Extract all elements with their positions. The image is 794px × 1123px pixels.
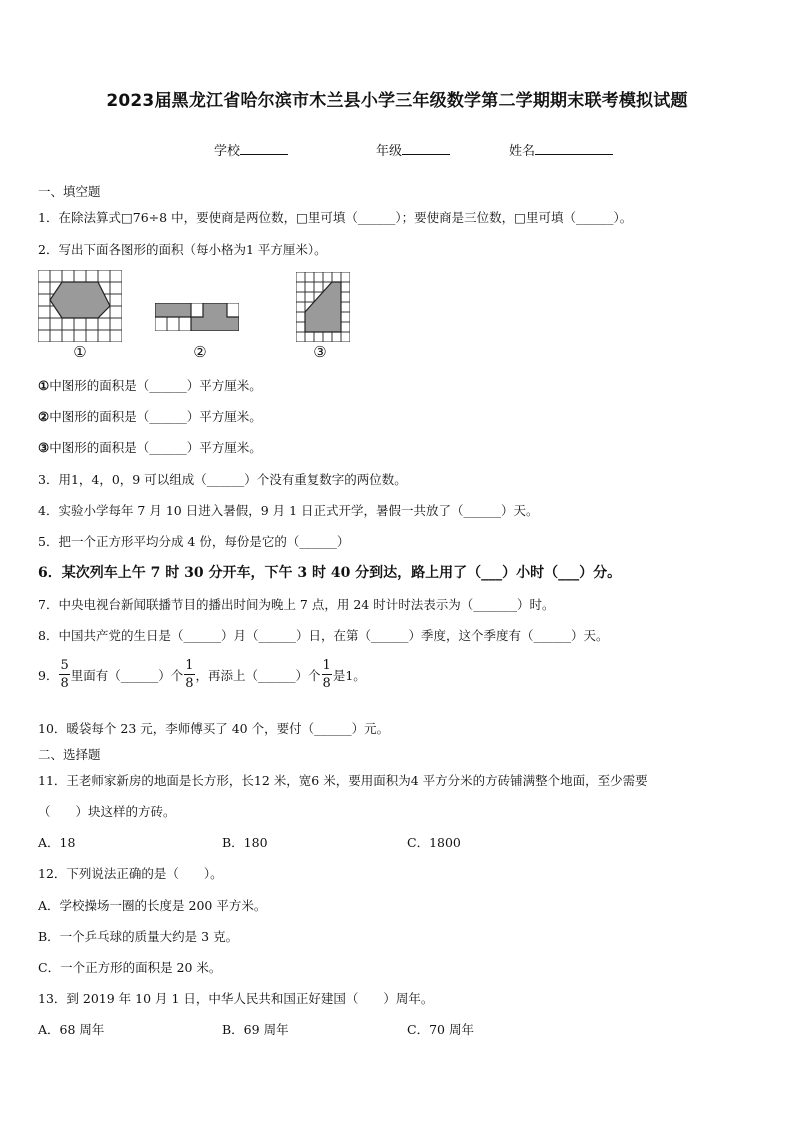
option-11-c: C．1800 — [407, 835, 461, 850]
page-title: 2023届黑龙江省哈尔滨市木兰县小学三年级数学第二学期期末联考模拟试题 — [106, 91, 688, 111]
question-11: 11．王老师家新房的地面是长方形，长12 米，宽6 米，要用面积为4 平方分米的方砖铺满整个地面，至少需要 — [38, 773, 648, 788]
figure-2-grid — [155, 303, 239, 331]
name-field[interactable] — [509, 140, 613, 159]
question-2-sub-2: ②中图形的面积是（______）平方厘米。 — [38, 409, 262, 424]
option-11-a: A．18 — [38, 835, 76, 850]
fraction-1-8-a: $\frac{1}{8}$ — [185, 658, 194, 691]
question-8: 8．中国共产党的生日是（______）月（______）日，在第（______）季度，这个季度有（______）天。 — [38, 628, 609, 643]
section-fill-blank: 一、填空题 — [38, 184, 101, 199]
question-7: 7．中央电视台新闻联播节目的播出时间为晚上 7 点，用 24 时计时法表示为（_______）时。 — [38, 597, 555, 612]
question-6: 6．某次列车上午 7 时 30 分开车，下午 3 时 40 分到达，路上用了（___）小时（___）分。 — [38, 565, 622, 581]
question-3: 3．用1，4，0，9 可以组成（______）个没有重复数字的两位数。 — [38, 472, 407, 487]
name-label: 姓名 — [509, 144, 536, 159]
school-field[interactable] — [214, 140, 288, 159]
figure-1-label: ① — [73, 343, 87, 361]
section-multiple-choice: 二、选择题 — [38, 747, 101, 762]
question-1: 1．在除法算式□76÷8 中，要使商是两位数，□里可填（______）；要使商是三位数，□里可填（______）。 — [38, 210, 633, 225]
figure-3-grid — [296, 272, 350, 342]
question-10: 10．暖袋每个 23 元，李师傅买了 40 个，要付（______）元。 — [38, 721, 390, 736]
question-4: 4．实验小学每年 7 月 10 日进入暑假，9 月 1 日正式开学，暑假一共放了（______）天。 — [38, 503, 539, 518]
question-12: 12．下列说法正确的是（ ）。 — [38, 866, 223, 881]
option-12-c: C．一个正方形的面积是 20 米。 — [38, 960, 222, 975]
option-13-a: A．68 周年 — [38, 1022, 105, 1037]
fraction-5-8: $\frac{5}{8}$ — [60, 658, 69, 691]
option-12-a: A．学校操场一圈的长度是 200 平方米。 — [38, 898, 267, 913]
question-9: 9． $\frac{5}{8}$ 里面有（______）个 $\frac{1}{8}$ ，再添上（______）个 $\frac{1}{8}$ 是1。 — [38, 658, 366, 691]
option-13-b: B．69 周年 — [222, 1022, 289, 1037]
option-13-c: C．70 周年 — [407, 1022, 474, 1037]
grade-label: 年级 — [376, 144, 403, 159]
school-label: 学校 — [214, 144, 241, 159]
grade-field[interactable] — [376, 140, 450, 159]
figure-1-shape — [50, 282, 110, 318]
figure-2-label: ② — [193, 343, 207, 361]
figure-3-label: ③ — [313, 343, 327, 361]
fraction-1-8-b: $\frac{1}{8}$ — [322, 658, 331, 691]
question-11-cont: （ ）块这样的方砖。 — [38, 804, 176, 819]
question-5: 5．把一个正方形平均分成 4 份，每份是它的（______） — [38, 534, 350, 549]
figure-1-grid — [38, 270, 122, 342]
option-12-b: B．一个乒乓球的质量大约是 3 克。 — [38, 929, 239, 944]
option-11-b: B．180 — [222, 835, 268, 850]
question-2-sub-1: ①中图形的面积是（______）平方厘米。 — [38, 378, 262, 393]
question-13: 13．到 2019 年 10 月 1 日，中华人民共和国正好建国（ ）周年。 — [38, 991, 434, 1006]
question-2: 2．写出下面各图形的面积（每小格为1 平方厘米）。 — [38, 242, 327, 257]
figure-2-shape — [155, 303, 239, 331]
question-2-sub-3: ③中图形的面积是（______）平方厘米。 — [38, 440, 262, 455]
